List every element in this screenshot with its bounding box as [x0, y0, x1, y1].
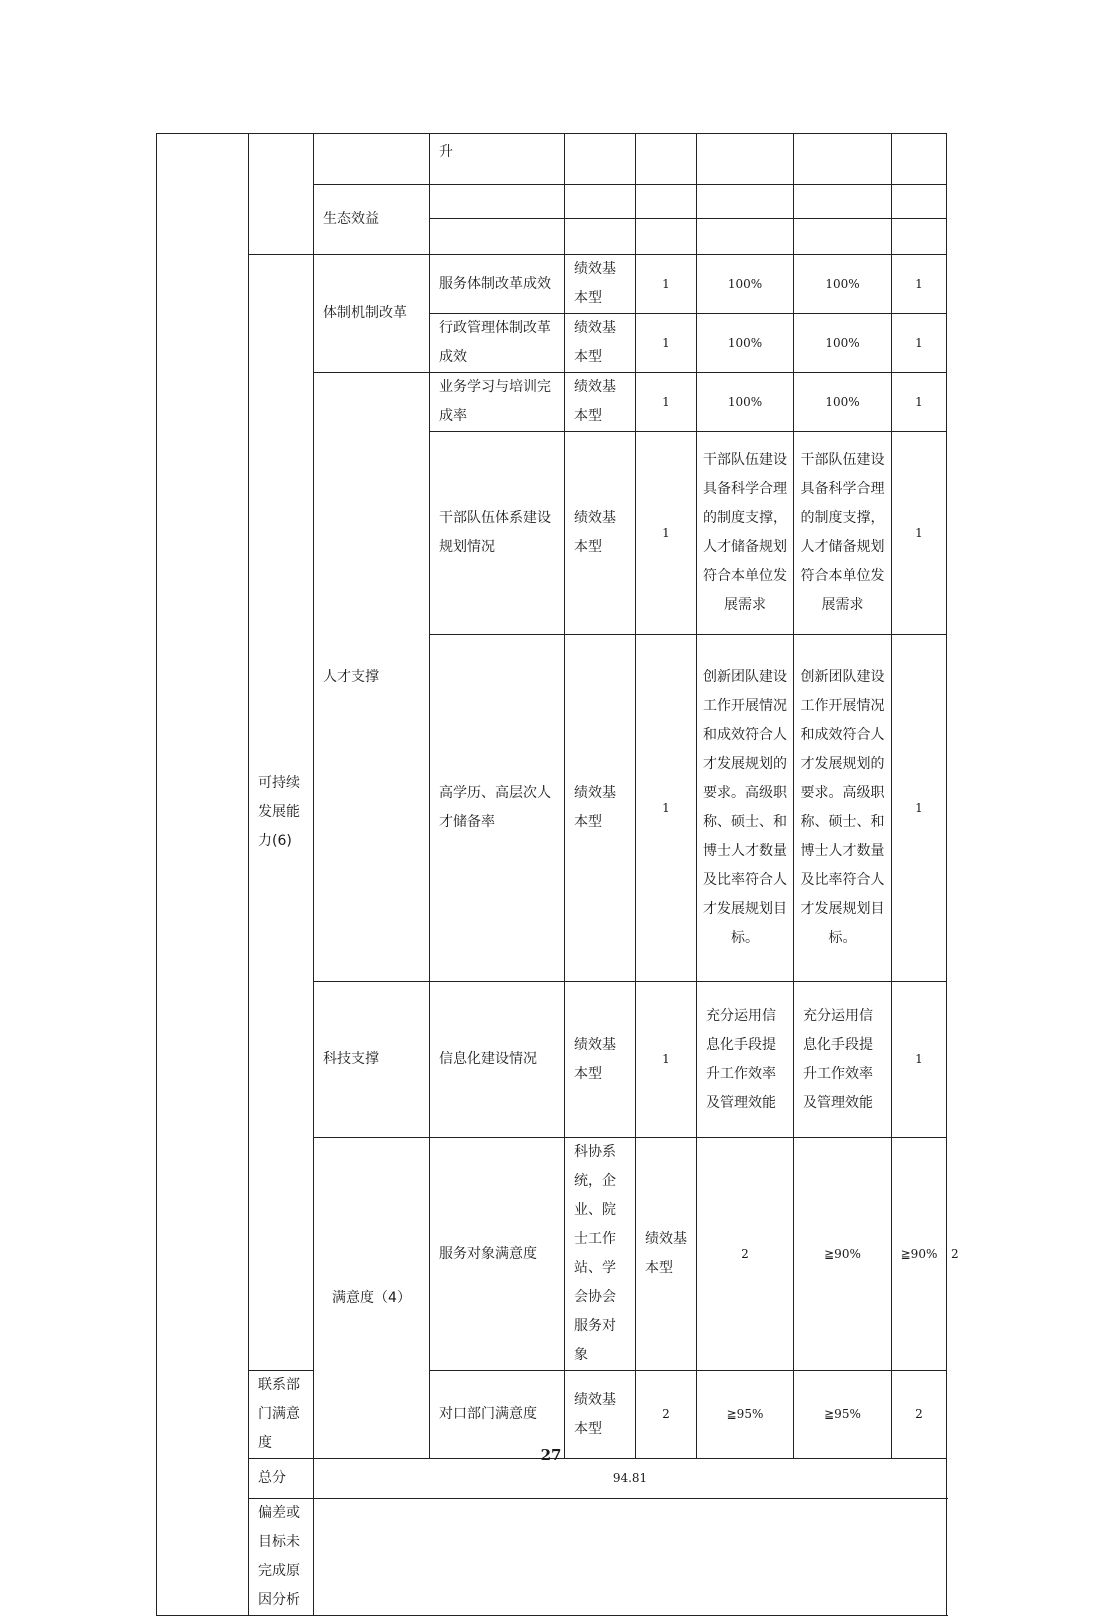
table-row: 满意度（4） 服务对象满意度 科协系统，企业、院士工作站、学会协会服务对象 绩效基本型 2 ≧90% ≧90% 2 — [157, 1138, 947, 1371]
performance-table — [156, 133, 959, 1616]
deviation-row — [157, 1499, 947, 1616]
type-cell: 绩效基本型 — [565, 982, 636, 1138]
table-cell — [430, 185, 565, 219]
table-cell — [565, 219, 636, 255]
score-cell: 2 — [892, 1371, 947, 1459]
target-cell: 100% — [697, 373, 794, 432]
category-cell: 科技支撑 — [314, 982, 430, 1138]
table-cell — [636, 134, 697, 185]
table-cell — [794, 185, 892, 219]
indicator-cell: 行政管理体制改革成效 — [430, 314, 565, 373]
actual-cell: 100% — [794, 373, 892, 432]
table-cell — [157, 134, 249, 1616]
table-cell — [430, 219, 565, 255]
table-cell — [636, 219, 697, 255]
target-cell: 100% — [697, 314, 794, 373]
indicator-cell: 对口部门满意度 — [430, 1371, 565, 1459]
table-row — [157, 255, 947, 314]
table-cell — [314, 134, 430, 185]
indicator-cell: 高学历、高层次人才储备率 — [430, 635, 565, 982]
score-cell: 1 — [892, 314, 947, 373]
page-number: 27 — [540, 1446, 562, 1464]
category-cell: 生态效益 — [314, 185, 430, 255]
deviation-value — [314, 1499, 947, 1616]
score-cell: 1 — [892, 432, 947, 635]
table-cell — [249, 134, 314, 255]
actual-cell: 100% — [794, 255, 892, 314]
table-cell — [794, 134, 892, 185]
category-cell: 体制机制改革 — [314, 255, 430, 373]
indicator-cell: 干部队伍体系建设规划情况 — [430, 432, 565, 635]
table-cell — [892, 134, 947, 185]
table-cell — [636, 185, 697, 219]
target-cell: 充分运用信息化手段提升工作效率及管理效能 — [697, 982, 794, 1138]
score-cell: 1 — [892, 635, 947, 982]
weight-cell: 1 — [636, 314, 697, 373]
type-cell: 绩效基本型 — [565, 314, 636, 373]
indicator-cell: 科协系统，企业、院士工作站、学会协会服务对象 — [565, 1138, 636, 1371]
total-label: 总分 — [249, 1459, 314, 1499]
indicator-cell: 业务学习与培训完成率 — [430, 373, 565, 432]
actual-cell: 干部队伍建设具备科学合理的制度支撑，人才储备规划符合本单位发展需求 — [794, 432, 892, 635]
type-cell: 绩效基本型 — [565, 373, 636, 432]
weight-cell: 2 — [636, 1371, 697, 1459]
weight-cell: 1 — [636, 635, 697, 982]
indicator-cell: 信息化建设情况 — [430, 982, 565, 1138]
target-cell: ≧95% — [697, 1371, 794, 1459]
score-cell: 1 — [892, 373, 947, 432]
table-cell — [565, 134, 636, 185]
actual-cell: 创新团队建设工作开展情况和成效符合人才发展规划的要求。高级职称、硕士、和博士人才数量及比率符合人才发展规划目标。 — [794, 635, 892, 982]
table-cell — [697, 219, 794, 255]
type-cell: 绩效基本型 — [636, 1138, 697, 1371]
target-cell: ≧90% — [794, 1138, 892, 1371]
score-cell: 1 — [892, 255, 947, 314]
dimension-cell: 可持续发展能力(6) — [249, 255, 314, 1371]
total-row — [157, 1459, 947, 1499]
table-cell — [565, 185, 636, 219]
weight-cell: 2 — [697, 1138, 794, 1371]
type-cell: 绩效基本型 — [565, 635, 636, 982]
category-cell: 联系部门满意度 — [249, 1371, 314, 1459]
type-cell: 绩效基本型 — [565, 432, 636, 635]
type-cell: 绩效基本型 — [565, 255, 636, 314]
actual-cell: 充分运用信息化手段提升工作效率及管理效能 — [794, 982, 892, 1138]
actual-cell: ≧90% — [892, 1138, 947, 1371]
type-cell: 绩效基本型 — [565, 1371, 636, 1459]
weight-cell: 1 — [636, 982, 697, 1138]
table-cell — [892, 185, 947, 219]
table-cell — [697, 134, 794, 185]
indicator-cell: 服务体制改革成效 — [430, 255, 565, 314]
table-cell — [892, 219, 947, 255]
dimension-cell: 满意度（4） — [314, 1138, 430, 1459]
target-cell: 干部队伍建设具备科学合理的制度支撑，人才储备规划符合本单位发展需求 — [697, 432, 794, 635]
category-cell: 服务对象满意度 — [430, 1138, 565, 1371]
target-cell: 100% — [697, 255, 794, 314]
weight-cell: 1 — [636, 432, 697, 635]
deviation-label: 偏差或目标未完成原因分析 — [249, 1499, 314, 1616]
target-cell: 创新团队建设工作开展情况和成效符合人才发展规划的要求。高级职称、硕士、和博士人才数量及比率符合人才发展规划目标。 — [697, 635, 794, 982]
weight-cell: 1 — [636, 255, 697, 314]
total-value: 94.81 — [314, 1459, 947, 1499]
weight-cell: 1 — [636, 373, 697, 432]
table-cell — [794, 219, 892, 255]
table-row — [157, 134, 947, 185]
indicator-cell: 升 — [430, 134, 565, 185]
actual-cell: ≧95% — [794, 1371, 892, 1459]
category-cell: 人才支撑 — [314, 373, 430, 982]
actual-cell: 100% — [794, 314, 892, 373]
score-cell: 1 — [892, 982, 947, 1138]
table-cell — [697, 185, 794, 219]
